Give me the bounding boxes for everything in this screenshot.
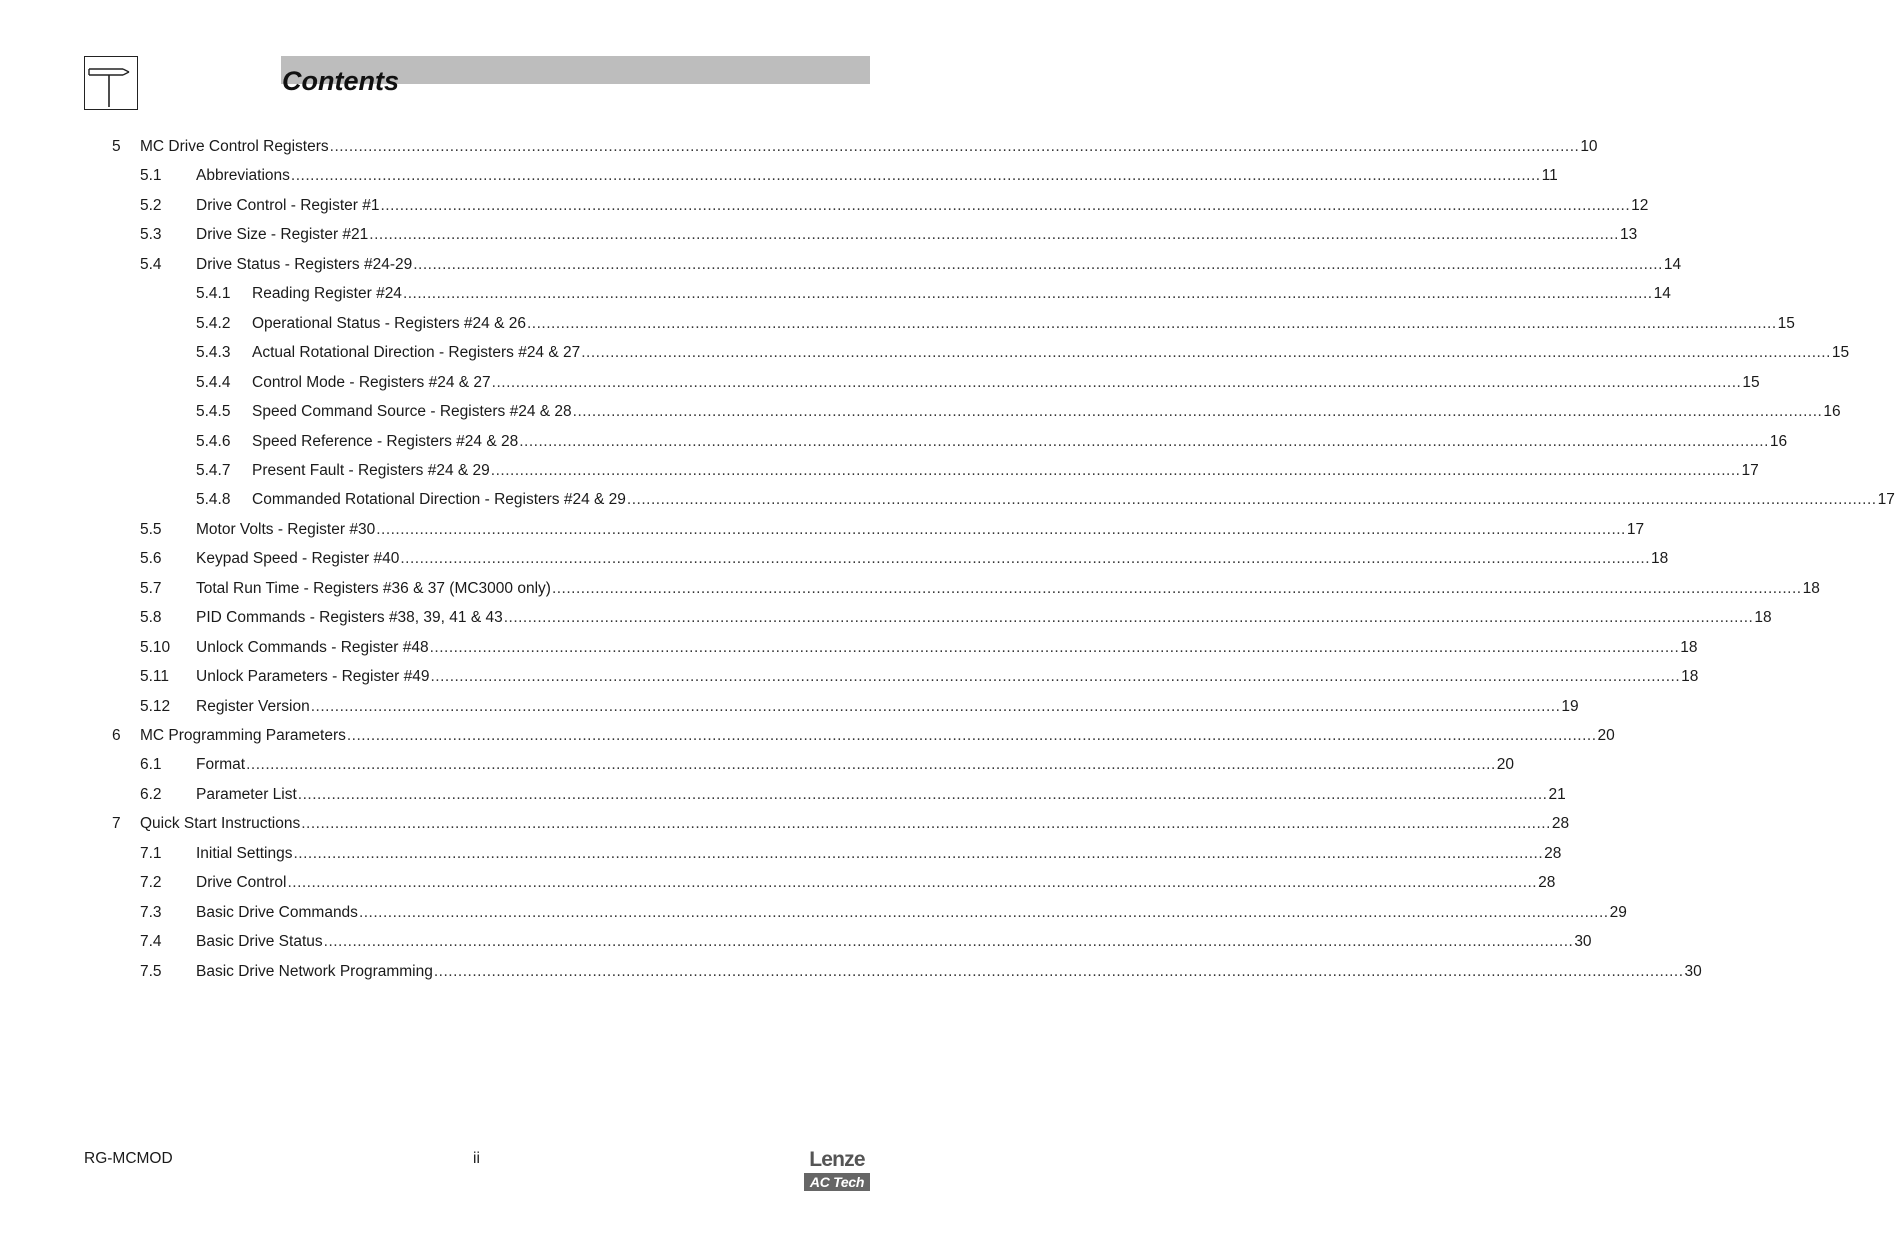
toc-title: Basic Drive Status	[196, 933, 323, 951]
toc-title: Motor Volts - Register #30	[196, 520, 376, 538]
toc-entry[interactable]	[0, 340, 1850, 362]
toc-page-number: 28	[1544, 844, 1562, 862]
toc-leader-dots: ....................................................................................................................................................................................................................................................................	[413, 255, 1663, 273]
toc-entry[interactable]	[0, 664, 1699, 686]
toc-number: 5.11	[140, 668, 170, 686]
toc-entry[interactable]	[0, 752, 1515, 774]
toc-entry-line	[252, 461, 1759, 480]
toc-title: Speed Command Source - Registers #24 & 28	[252, 403, 572, 421]
toc-entry-line	[140, 815, 1570, 833]
toc-entry[interactable]	[0, 311, 1795, 333]
toc-entry[interactable]	[0, 546, 1669, 568]
toc-entry-line	[196, 579, 1820, 598]
page-number: ii	[473, 1150, 480, 1167]
toc-title: Total Run Time - Registers #36 & 37 (MC3000 only)	[196, 579, 551, 597]
toc-leader-dots: ....................................................................................................................................................................................................................................................................	[519, 432, 1769, 450]
toc-number: 5	[112, 138, 121, 155]
toc-number: 5.2	[140, 196, 162, 214]
toc-entry-line	[196, 933, 1592, 951]
toc-page-number: 28	[1538, 874, 1556, 892]
toc-entry-line	[252, 344, 1850, 362]
toc-number: 5.6	[140, 550, 162, 568]
toc-number: 5.4.1	[196, 285, 231, 303]
toc-number: 5.4.6	[196, 432, 231, 450]
toc-number: 5.8	[140, 609, 162, 627]
toc-entry[interactable]	[0, 929, 1592, 951]
toc-entry-line	[196, 697, 1579, 716]
toc-entry[interactable]	[0, 399, 1841, 421]
toc-page-number: 20	[1597, 727, 1615, 744]
toc-page-number: 16	[1823, 403, 1841, 421]
toc-number: 5.4.5	[196, 403, 231, 421]
toc-entry-line	[140, 138, 1598, 156]
toc-page-number: 17	[1626, 520, 1645, 538]
toc-leader-dots: ....................................................................................................................................................................................................................................................................	[551, 579, 1802, 597]
toc-entry[interactable]	[0, 252, 1682, 274]
toc-entry-line	[252, 491, 1895, 509]
toc-entry[interactable]	[0, 429, 1788, 451]
toc-number: 7.1	[140, 844, 162, 862]
toc-entry[interactable]	[0, 811, 1570, 833]
toc-title: Basic Drive Network Programming	[196, 962, 433, 980]
toc-leader-dots: ....................................................................................................................................................................................................................................................................	[297, 785, 1548, 803]
toc-leader-dots: ....................................................................................................................................................................................................................................................................	[310, 697, 1561, 715]
toc-page-number: 21	[1548, 785, 1566, 803]
toc-leader-dots: ....................................................................................................................................................................................................................................................................	[358, 903, 1609, 921]
toc-title: Initial Settings	[196, 844, 293, 862]
toc-page-number: 20	[1496, 756, 1515, 774]
toc-entry-line	[252, 285, 1671, 303]
toc-title: Speed Reference - Registers #24 & 28	[252, 432, 519, 450]
logo-sub: AC Tech	[804, 1173, 870, 1191]
toc-title: PID Commands - Registers #38, 39, 41 & 43	[196, 609, 503, 627]
toc-leader-dots: ....................................................................................................................................................................................................................................................................	[503, 609, 1754, 627]
logo-brand: Lenze	[809, 1148, 865, 1171]
toc-entry-line	[252, 403, 1841, 421]
page-title: Contents	[282, 66, 399, 96]
toc-title: Operational Status - Registers #24 & 26	[252, 314, 526, 332]
toc-number: 7.2	[140, 874, 162, 892]
toc-number: 5.12	[140, 697, 171, 715]
toc-number: 6.1	[140, 756, 162, 774]
toc-entry-line	[196, 226, 1638, 244]
toc-entry-line	[140, 727, 1615, 745]
toc-number: 5.3	[140, 226, 162, 244]
toc-leader-dots: ....................................................................................................................................................................................................................................................................	[290, 167, 1541, 185]
toc-leader-dots: ....................................................................................................................................................................................................................................................................	[433, 962, 1684, 980]
toc-page-number: 17	[1877, 491, 1895, 509]
toc-number: 5.5	[140, 520, 162, 538]
toc-number: 7	[112, 815, 121, 833]
toc-entry[interactable]	[0, 370, 1760, 392]
toc-entry[interactable]	[0, 193, 1649, 215]
toc-number: 5.4	[140, 255, 162, 273]
toc-leader-dots: ....................................................................................................................................................................................................................................................................	[287, 874, 1538, 892]
toc-number: 6	[112, 727, 121, 744]
toc-page-number: 30	[1684, 962, 1702, 980]
toc-entry[interactable]	[0, 222, 1638, 244]
toc-title: Present Fault - Registers #24 & 29	[252, 461, 490, 479]
toc-entry[interactable]	[0, 870, 1556, 892]
toc-title: Drive Control	[196, 874, 287, 892]
toc-entry[interactable]	[0, 782, 1566, 804]
toc-title: Basic Drive Commands	[196, 903, 358, 921]
toc-page-number: 18	[1754, 609, 1772, 627]
toc-title: Drive Status - Registers #24-29	[196, 255, 413, 273]
toc-entry-line	[196, 638, 1698, 657]
toc-entry[interactable]	[0, 458, 1759, 480]
lenze-logo	[804, 1148, 870, 1191]
toc-leader-dots: ....................................................................................................................................................................................................................................................................	[246, 756, 1496, 774]
toc-leader-dots: ....................................................................................................................................................................................................................................................................	[301, 815, 1551, 833]
toc-entry-line	[196, 785, 1566, 804]
toc-entry-line	[196, 196, 1649, 215]
toc-number: 5.4.2	[196, 314, 231, 332]
toc-page-number: 14	[1653, 285, 1671, 303]
toc-entry[interactable]	[0, 576, 1820, 598]
toc-leader-dots: ....................................................................................................................................................................................................................................................................	[346, 727, 1597, 744]
toc-page-number: 18	[1681, 668, 1699, 686]
toc-leader-dots: ....................................................................................................................................................................................................................................................................	[429, 638, 1680, 656]
toc-entry[interactable]	[0, 723, 1615, 745]
toc-entry[interactable]	[0, 694, 1579, 716]
toc-page-number: 29	[1609, 903, 1627, 921]
toc-leader-dots: ....................................................................................................................................................................................................................................................................	[526, 314, 1777, 332]
toc-number: 5.1	[140, 167, 162, 185]
toc-number: 5.10	[140, 638, 171, 656]
toc-entry[interactable]	[0, 134, 1598, 156]
toc-entry[interactable]	[0, 487, 1895, 509]
toc-entry[interactable]	[0, 517, 1645, 539]
toc-entry-line	[196, 874, 1556, 892]
toc-leader-dots: ....................................................................................................................................................................................................................................................................	[402, 285, 1653, 303]
toc-entry-line	[196, 844, 1562, 863]
toc-page-number: 10	[1580, 138, 1598, 155]
toc-title: Quick Start Instructions	[140, 815, 301, 833]
toc-leader-dots: ....................................................................................................................................................................................................................................................................	[293, 844, 1544, 862]
toc-leader-dots: ....................................................................................................................................................................................................................................................................	[329, 138, 1580, 155]
toc-leader-dots: ....................................................................................................................................................................................................................................................................	[400, 550, 1651, 568]
toc-title: Unlock Parameters - Register #49	[196, 668, 430, 686]
toc-entry-line	[196, 756, 1515, 774]
toc-page-number: 18	[1802, 579, 1820, 597]
toc-title: Register Version	[196, 697, 310, 715]
toc-entry-line	[196, 520, 1645, 539]
toc-entry[interactable]	[0, 635, 1698, 657]
toc-title: MC Programming Parameters	[140, 727, 346, 744]
toc-title: Commanded Rotational Direction - Registers #24 & 29	[252, 491, 626, 509]
toc-entry[interactable]	[0, 959, 1702, 981]
toc-title: Unlock Commands - Register #48	[196, 638, 429, 656]
toc-entry-line	[196, 255, 1682, 274]
toc-page-number: 13	[1619, 226, 1638, 244]
toc-leader-dots: ....................................................................................................................................................................................................................................................................	[430, 668, 1681, 686]
toc-title: Drive Size - Register #21	[196, 226, 369, 244]
toc-leader-dots: ....................................................................................................................................................................................................................................................................	[380, 196, 1631, 214]
toc-leader-dots: ....................................................................................................................................................................................................................................................................	[491, 373, 1742, 391]
toc-entry[interactable]	[0, 281, 1671, 303]
toc-number: 7.4	[140, 933, 162, 951]
toc-entry-line	[252, 373, 1760, 392]
toc-title: Drive Control - Register #1	[196, 196, 380, 214]
toc-page-number: 28	[1551, 815, 1570, 833]
signpost-icon	[84, 56, 138, 110]
toc-title: Format	[196, 756, 246, 774]
toc-entry[interactable]	[0, 841, 1562, 863]
toc-title: Control Mode - Registers #24 & 27	[252, 373, 491, 391]
toc-number: 5.4.4	[196, 373, 231, 391]
toc-title: Parameter List	[196, 785, 297, 803]
toc-leader-dots: ....................................................................................................................................................................................................................................................................	[581, 344, 1831, 362]
toc-leader-dots: ....................................................................................................................................................................................................................................................................	[323, 933, 1574, 951]
toc-page-number: 15	[1831, 344, 1850, 362]
toc-title: Reading Register #24	[252, 285, 402, 303]
toc-page-number: 18	[1651, 550, 1669, 568]
toc-page-number: 18	[1680, 638, 1698, 656]
toc-leader-dots: ....................................................................................................................................................................................................................................................................	[572, 403, 1823, 421]
toc-page-number: 16	[1769, 432, 1788, 450]
toc-number: 7.5	[140, 962, 162, 980]
toc-number: 6.2	[140, 785, 162, 803]
toc-page-number: 11	[1541, 167, 1558, 185]
toc-leader-dots: ....................................................................................................................................................................................................................................................................	[376, 520, 1626, 538]
toc-title: MC Drive Control Registers	[140, 138, 329, 155]
toc-title: Keypad Speed - Register #40	[196, 550, 400, 568]
toc-entry-line	[252, 432, 1788, 451]
toc-number: 5.7	[140, 579, 162, 597]
toc-entry-line	[196, 167, 1558, 185]
toc-page-number: 30	[1574, 933, 1592, 951]
toc-entry-line	[196, 550, 1669, 568]
toc-page-number: 12	[1631, 196, 1649, 214]
toc-page-number: 15	[1777, 314, 1795, 332]
document-code: RG-MCMOD	[84, 1150, 173, 1167]
toc-leader-dots: ....................................................................................................................................................................................................................................................................	[490, 461, 1741, 479]
toc-page-number: 15	[1742, 373, 1760, 391]
toc-title: Actual Rotational Direction - Registers #24 & 27	[252, 344, 581, 362]
toc-entry[interactable]	[0, 605, 1772, 627]
toc-number: 7.3	[140, 903, 162, 921]
toc-page-number: 19	[1561, 697, 1579, 715]
toc-entry[interactable]	[0, 163, 1558, 185]
toc-page-number: 17	[1741, 461, 1759, 479]
signpost-icon-graphic	[85, 57, 137, 109]
toc-number: 5.4.7	[196, 461, 231, 479]
toc-number: 5.4.8	[196, 491, 231, 509]
toc-entry[interactable]	[0, 900, 1627, 922]
toc-leader-dots: ....................................................................................................................................................................................................................................................................	[369, 226, 1619, 244]
toc-number: 5.4.3	[196, 344, 231, 362]
toc-entry-line	[252, 314, 1795, 333]
toc-entry-line	[196, 668, 1699, 686]
toc-leader-dots: ....................................................................................................................................................................................................................................................................	[626, 491, 1877, 509]
toc-entry-line	[196, 609, 1772, 627]
toc-entry-line	[196, 903, 1627, 922]
toc-page-number: 14	[1663, 255, 1682, 273]
toc-entry-line	[196, 962, 1702, 981]
toc-title: Abbreviations	[196, 167, 290, 185]
